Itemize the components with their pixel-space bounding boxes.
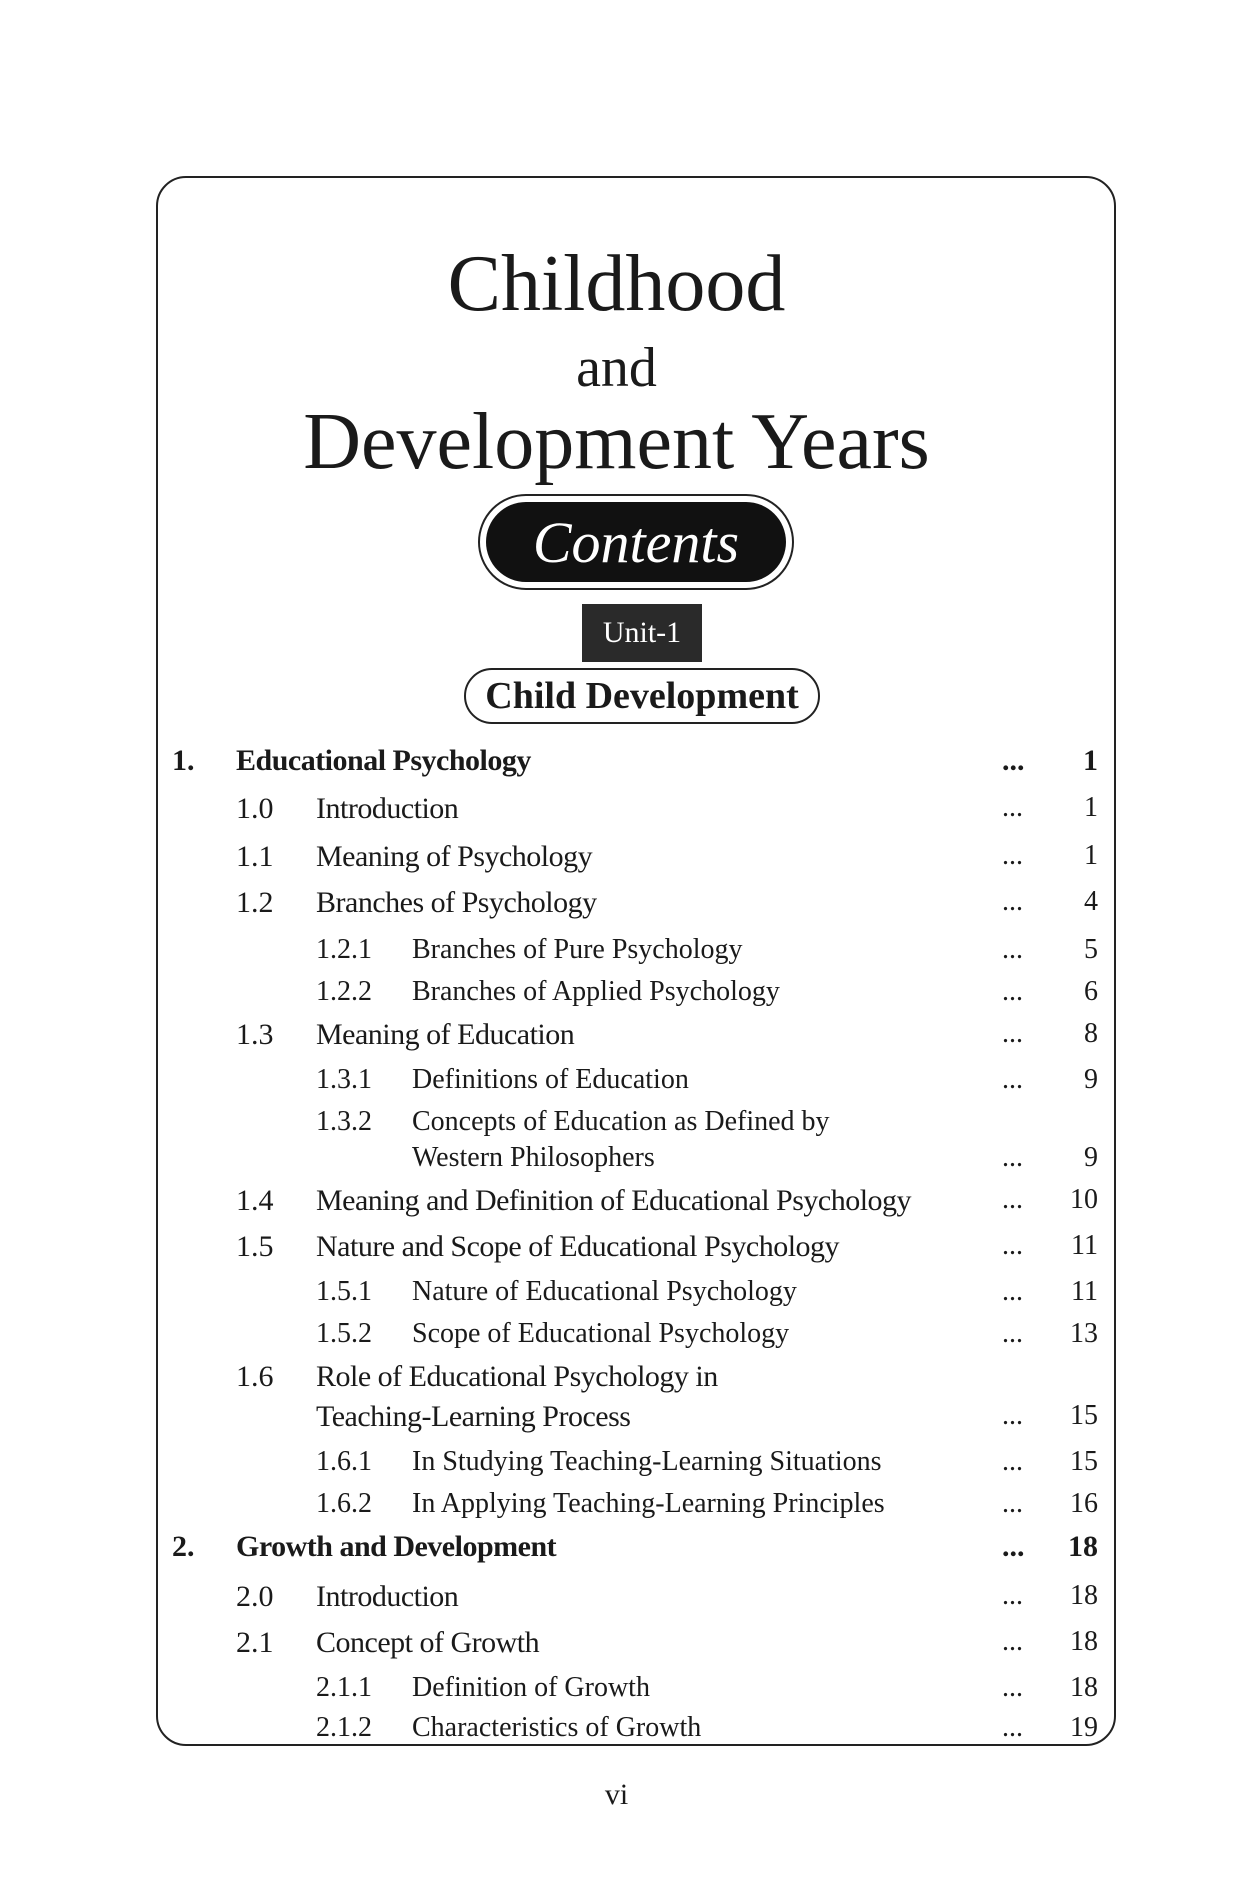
toc-page: 11 <box>1071 1276 1098 1307</box>
toc-leader: ... <box>1002 934 1023 965</box>
toc-page: 5 <box>1084 934 1098 965</box>
toc-title: Definitions of Education <box>412 1064 689 1095</box>
toc-number: 1.6.2 <box>316 1488 372 1519</box>
toc-leader: ... <box>1002 792 1023 823</box>
toc-title: In Applying Teaching-Learning Principles <box>412 1488 885 1519</box>
toc-leader: ... <box>1002 1672 1023 1703</box>
toc-page: 4 <box>1084 886 1098 917</box>
toc-page: 15 <box>1070 1400 1098 1431</box>
contents-label: Contents <box>486 502 786 582</box>
toc-number: 2.1.1 <box>316 1672 372 1703</box>
toc-number: 1.3.1 <box>316 1064 372 1095</box>
toc-leader: ... <box>1002 1488 1023 1519</box>
toc-leader: ... <box>1002 976 1023 1007</box>
toc-title: Branches of Psychology <box>316 886 597 919</box>
toc-title: Concepts of Education as Defined by <box>412 1106 830 1137</box>
unit-title: Child Development <box>464 668 820 724</box>
toc-leader: ... <box>1002 744 1025 777</box>
toc-page: 9 <box>1084 1064 1098 1095</box>
toc-entry <box>0 1066 1233 1106</box>
toc-entry <box>0 1232 1233 1272</box>
book-title-line1: Childhood <box>447 240 786 328</box>
toc-entry <box>0 1278 1233 1318</box>
toc-number: 2.0 <box>236 1580 274 1613</box>
toc-title: Branches of Applied Psychology <box>412 976 780 1007</box>
toc-leader: ... <box>1002 1580 1023 1611</box>
toc-page: 6 <box>1084 976 1098 1007</box>
toc-page: 16 <box>1070 1488 1098 1519</box>
toc-leader: ... <box>1002 1230 1023 1261</box>
toc-title: Branches of Pure Psychology <box>412 934 743 965</box>
toc-entry <box>0 1448 1233 1488</box>
toc-title: Growth and Development <box>236 1530 557 1563</box>
toc-entry <box>0 978 1233 1018</box>
toc-entry <box>0 1362 1233 1402</box>
toc-page: 19 <box>1070 1712 1098 1743</box>
toc-entry <box>0 1020 1233 1060</box>
toc-number: 1.0 <box>236 792 274 825</box>
toc-title: Concept of Growth <box>316 1626 540 1659</box>
toc-number: 1.2.2 <box>316 976 372 1007</box>
toc-number: 1.2.1 <box>316 934 372 965</box>
toc-page: 18 <box>1070 1626 1098 1657</box>
toc-page: 9 <box>1084 1142 1098 1173</box>
toc-title: Meaning and Definition of Educational Psychology <box>316 1184 912 1217</box>
toc-entry <box>0 1674 1233 1714</box>
toc-number: 2. <box>172 1530 195 1563</box>
toc-title: Teaching-Learning Process <box>316 1400 631 1433</box>
unit-label: Unit-1 <box>582 604 702 662</box>
toc-number: 1.3.2 <box>316 1106 372 1137</box>
toc-leader: ... <box>1002 1400 1023 1431</box>
toc-title: Western Philosophers <box>412 1142 655 1173</box>
toc-leader: ... <box>1002 886 1023 917</box>
book-title-line3: Development Years <box>303 398 930 486</box>
toc-title: Educational Psychology <box>236 744 531 777</box>
toc-entry <box>0 1320 1233 1360</box>
toc-number: 1. <box>172 744 195 777</box>
toc-page: 18 <box>1070 1580 1098 1611</box>
toc-title: Introduction <box>316 1580 459 1613</box>
toc-page: 8 <box>1084 1018 1098 1049</box>
toc-entry <box>0 888 1233 928</box>
toc-number: 1.5.1 <box>316 1276 372 1307</box>
toc-entry <box>0 746 1233 786</box>
toc-title: Meaning of Education <box>316 1018 575 1051</box>
toc-number: 1.4 <box>236 1184 274 1217</box>
book-title-line2: and <box>576 337 657 399</box>
toc-title: In Studying Teaching-Learning Situations <box>412 1446 882 1477</box>
toc-leader: ... <box>1002 1626 1023 1657</box>
toc-entry <box>0 1582 1233 1622</box>
toc-title: Definition of Growth <box>412 1672 650 1703</box>
toc-title: Meaning of Psychology <box>316 840 593 873</box>
toc-number: 1.3 <box>236 1018 274 1051</box>
toc-number: 1.6.1 <box>316 1446 372 1477</box>
toc-entry <box>0 794 1233 834</box>
toc-leader: ... <box>1002 1184 1023 1215</box>
toc-number: 1.6 <box>236 1360 274 1393</box>
toc-leader: ... <box>1002 1712 1023 1743</box>
toc-title: Introduction <box>316 792 459 825</box>
toc-page: 1 <box>1083 744 1098 777</box>
toc-leader: ... <box>1002 1142 1023 1173</box>
toc-leader: ... <box>1002 1276 1023 1307</box>
toc-leader: ... <box>1002 1318 1023 1349</box>
toc-entry <box>0 936 1233 976</box>
toc-page: 11 <box>1071 1230 1098 1261</box>
toc-leader: ... <box>1002 1530 1025 1563</box>
toc-number: 1.1 <box>236 840 274 873</box>
toc-leader: ... <box>1002 840 1023 871</box>
toc-page: 1 <box>1084 840 1098 871</box>
toc-page: 18 <box>1068 1530 1098 1563</box>
toc-number: 1.5.2 <box>316 1318 372 1349</box>
toc-title: Nature and Scope of Educational Psychology <box>316 1230 840 1263</box>
toc-entry <box>0 1402 1233 1442</box>
toc-title: Role of Educational Psychology in <box>316 1360 718 1393</box>
toc-page: 13 <box>1070 1318 1098 1349</box>
toc-entry <box>0 842 1233 882</box>
toc-title: Characteristics of Growth <box>412 1712 702 1743</box>
toc-leader: ... <box>1002 1064 1023 1095</box>
toc-leader: ... <box>1002 1018 1023 1049</box>
toc-number: 1.5 <box>236 1230 274 1263</box>
toc-page: 10 <box>1070 1184 1098 1215</box>
toc-page: 15 <box>1070 1446 1098 1477</box>
toc-entry <box>0 1186 1233 1226</box>
page-number: vi <box>604 1778 629 1811</box>
toc-title: Scope of Educational Psychology <box>412 1318 790 1349</box>
toc-page: 1 <box>1084 792 1098 823</box>
toc-entry <box>0 1628 1233 1668</box>
toc-entry <box>0 1490 1233 1530</box>
toc-entry <box>0 1532 1233 1572</box>
toc-leader: ... <box>1002 1446 1023 1477</box>
toc-number: 2.1.2 <box>316 1712 372 1743</box>
toc-number: 1.2 <box>236 886 274 919</box>
toc-entry <box>0 1714 1233 1754</box>
toc-entry <box>0 1144 1233 1184</box>
toc-title: Nature of Educational Psychology <box>412 1276 797 1307</box>
toc-number: 2.1 <box>236 1626 274 1659</box>
toc-page: 18 <box>1070 1672 1098 1703</box>
